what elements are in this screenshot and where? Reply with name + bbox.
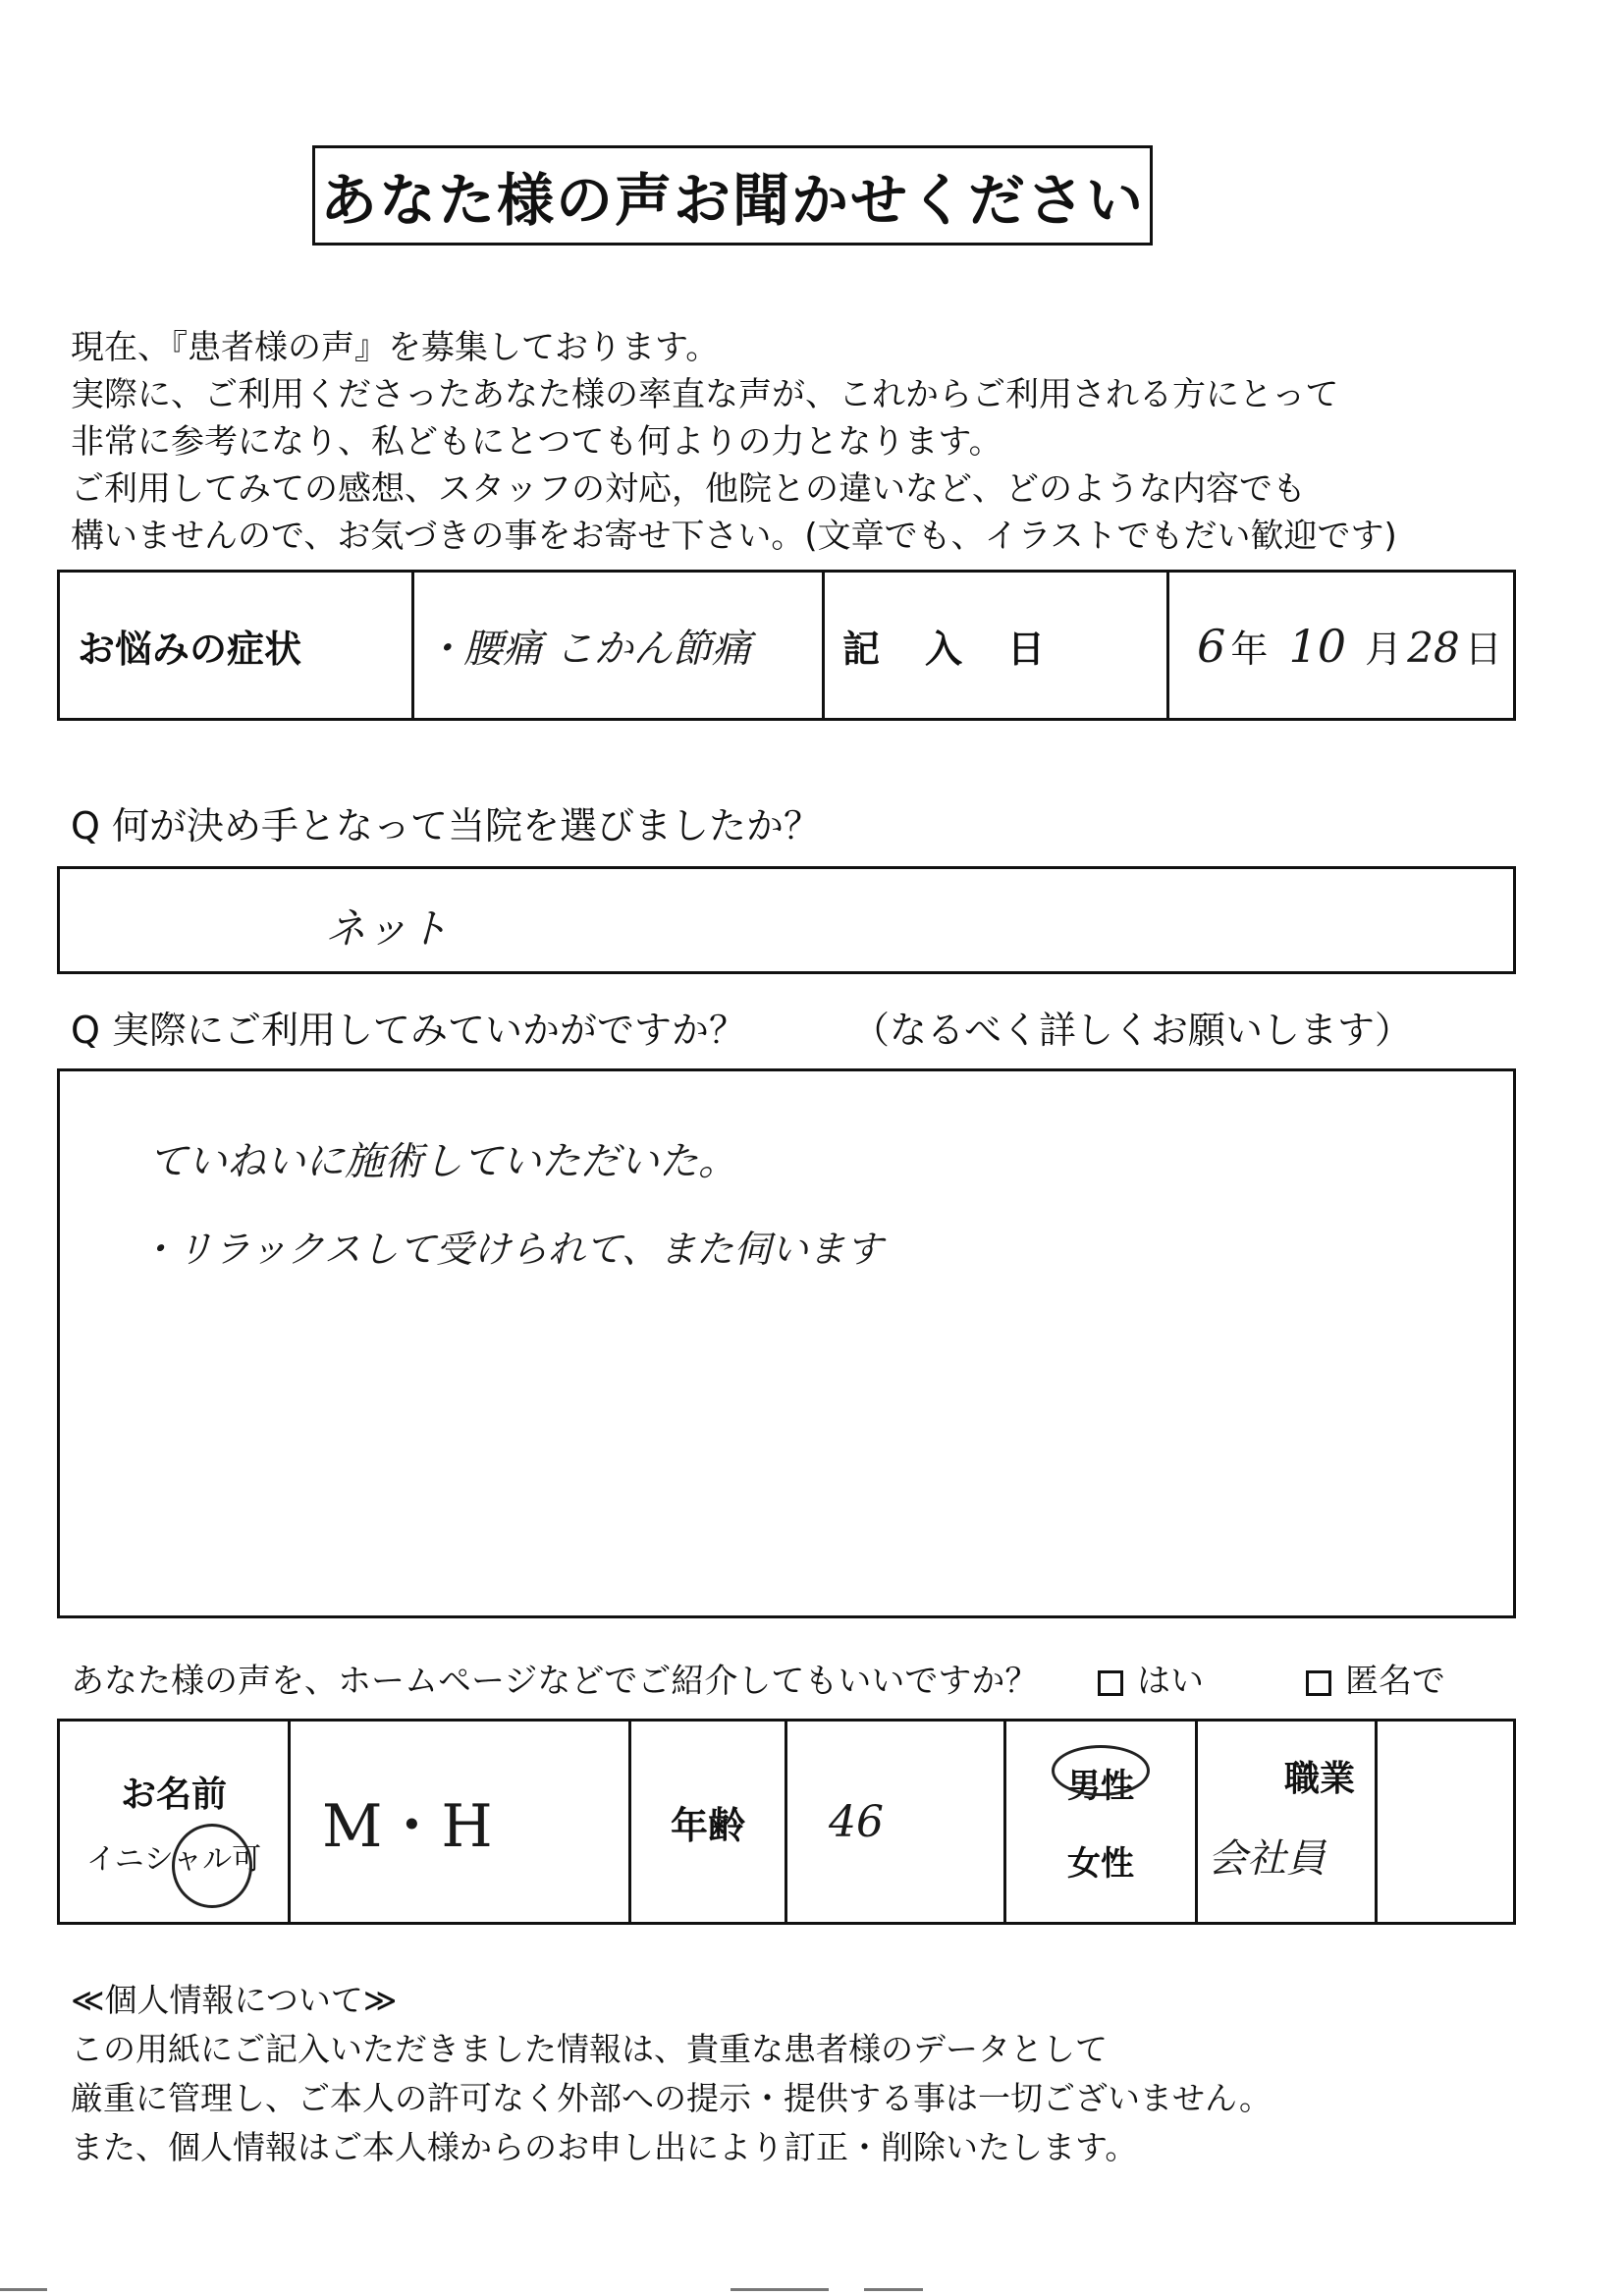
consent-option-yes[interactable] xyxy=(1098,1654,1204,1702)
intro-line: 非常に参考になり、私どもにとつても何よりの力となります。 xyxy=(71,422,1002,462)
intro-text xyxy=(71,324,1397,560)
date-day: 28 xyxy=(1407,623,1460,672)
scan-artifact xyxy=(864,2288,923,2291)
intro-line: ご利用してみての感想、スタッフの対応，他院との違いなど、どのような内容でも xyxy=(71,469,1306,509)
age-value-cell[interactable] xyxy=(786,1721,1005,1924)
date-label-cell xyxy=(824,572,1168,720)
symptoms-label: お悩みの症状 xyxy=(78,627,302,671)
q2-answer-line: ・リラックスして受けられて、また伺います xyxy=(138,1228,884,1271)
q1-answer-box[interactable] xyxy=(57,866,1516,974)
blank-cell xyxy=(1377,1721,1515,1924)
date-value-cell[interactable] xyxy=(1168,572,1515,720)
intro-line: 実際に、ご利用くださったあなた様の率直な声が、これからご利用される方にとって xyxy=(71,375,1339,414)
date-month-unit: 月 xyxy=(1365,627,1403,671)
date-label: 記 入 日 xyxy=(842,627,1050,671)
form-title: あなた様の声お聞かせください xyxy=(312,145,1153,246)
intro-line: 構いませんので、お気づきの事をお寄せ下さい。(文章でも、イラストでもだい歓迎です) xyxy=(71,517,1397,556)
name-label-cell xyxy=(59,1721,290,1924)
initial-label: イニシャル可 xyxy=(85,1841,262,1877)
profile-table xyxy=(57,1719,1516,1925)
job-label: 職業 xyxy=(1283,1759,1355,1799)
date-day-unit: 日 xyxy=(1464,627,1502,671)
age-value: 46 xyxy=(829,1796,884,1847)
date-year: 6 xyxy=(1197,619,1226,673)
intro-line: 現在、『患者様の声』を募集しております。 xyxy=(71,328,720,367)
anonymous-label: 匿名で xyxy=(1345,1662,1445,1701)
q2-question: Q 実際にご利用してみていかがですか？ xyxy=(71,1009,746,1052)
initial-ok-circle-mark xyxy=(172,1824,252,1908)
privacy-line: また、個人情報はご本人様からのお申し出により訂正・削除いたします。 xyxy=(71,2128,1138,2166)
privacy-line: この用紙にご記入いただきました情報は、貴重な患者様のデータとして xyxy=(71,2030,1108,2068)
job-cell[interactable] xyxy=(1197,1721,1377,1924)
q1-question: Q 何が決め手となって当院を選びましたか？ xyxy=(71,804,821,847)
privacy-line: 厳重に管理し、ご本人の許可なく外部への提示・提供する事は一切ございません。 xyxy=(71,2079,1272,2117)
scan-artifact xyxy=(0,2288,47,2291)
symptoms-table xyxy=(57,570,1516,721)
name-label: お名前 xyxy=(120,1774,227,1815)
yes-label: はい xyxy=(1137,1662,1204,1701)
privacy-notice xyxy=(71,1976,1272,2172)
gender-male-label: 男性 xyxy=(1067,1767,1134,1806)
anonymous-checkbox[interactable] xyxy=(1306,1670,1331,1696)
privacy-heading: ≪個人情報について≫ xyxy=(71,1981,398,2019)
name-value: M・H xyxy=(322,1792,493,1861)
age-label: 年齢 xyxy=(670,1803,745,1847)
consent-question: あなた様の声を、ホームページなどでご紹介してもいいですか？ xyxy=(71,1662,1039,1701)
age-label-cell xyxy=(630,1721,786,1924)
date-year-unit: 年 xyxy=(1230,627,1269,671)
yes-checkbox[interactable] xyxy=(1098,1670,1123,1696)
name-value-cell[interactable] xyxy=(290,1721,630,1924)
gender-cell[interactable] xyxy=(1005,1721,1197,1924)
job-value: 会社員 xyxy=(1208,1836,1326,1882)
q2-answer-line: ていねいに施術していただいた。 xyxy=(148,1139,737,1184)
symptoms-label-cell xyxy=(59,572,413,720)
male-selected-circle-mark xyxy=(1052,1745,1150,1796)
scan-artifact xyxy=(731,2288,829,2291)
consent-option-anonymous[interactable] xyxy=(1306,1654,1445,1702)
q2-answer-box[interactable] xyxy=(57,1068,1516,1618)
q1-answer: ネット xyxy=(325,904,450,953)
date-month: 10 xyxy=(1288,619,1347,673)
symptoms-value-cell[interactable] xyxy=(413,572,824,720)
symptoms-value: ・腰痛 こかん節痛 xyxy=(424,626,751,672)
gender-female-label: 女性 xyxy=(1067,1844,1134,1884)
q2-note: （なるべく詳しくお願いします） xyxy=(852,1009,1413,1052)
